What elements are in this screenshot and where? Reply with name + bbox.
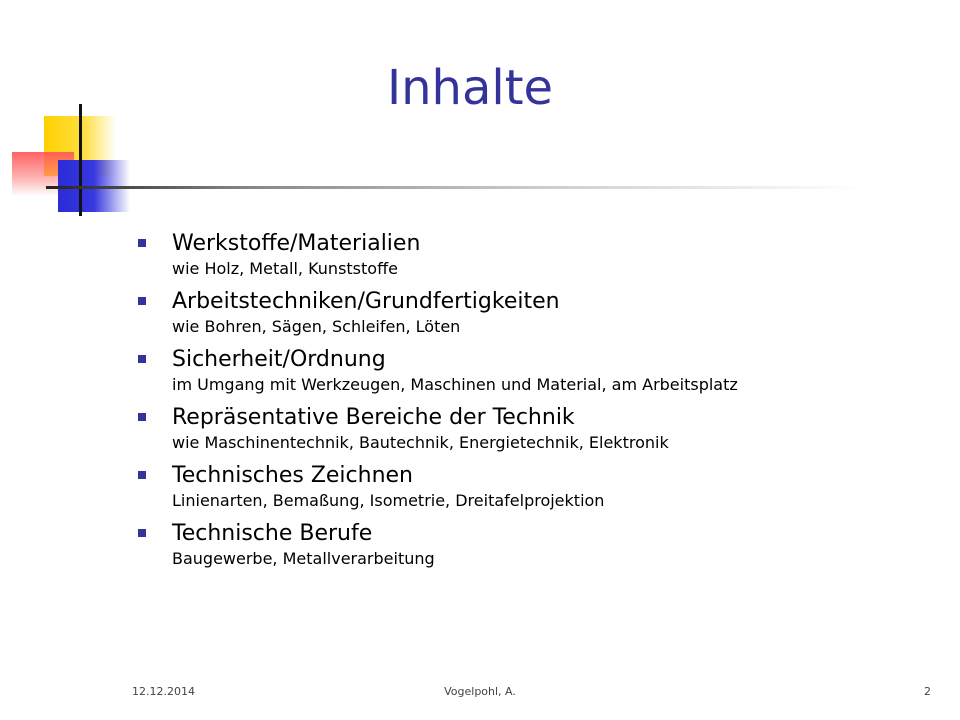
list-item: [136, 287, 936, 345]
list-item: [136, 403, 936, 461]
list-item-subtext: wie Bohren, Sägen, Schleifen, Löten: [172, 317, 461, 336]
list-item-subtext: Linienarten, Bemaßung, Isometrie, Dreitafelprojektion: [172, 491, 605, 510]
square-bullet-icon: [138, 355, 146, 363]
list-item-subtext: im Umgang mit Werkzeugen, Maschinen und Material, am Arbeitsplatz: [172, 375, 738, 394]
list-item-heading: Repräsentative Bereiche der Technik: [172, 405, 575, 430]
list-item-subtext: wie Maschinentechnik, Bautechnik, Energietechnik, Elektronik: [172, 433, 669, 452]
list-item-subtext: wie Holz, Metall, Kunststoffe: [172, 259, 398, 278]
list-item-heading: Sicherheit/Ordnung: [172, 347, 386, 372]
list-item-heading: Technische Berufe: [172, 521, 373, 546]
list-item: [136, 461, 936, 519]
bullet-list: [136, 229, 936, 577]
square-bullet-icon: [138, 471, 146, 479]
footer-author: Vogelpohl, A.: [444, 685, 516, 698]
footer-date: 12.12.2014: [132, 685, 195, 698]
list-item: [136, 519, 936, 577]
footer-page-number: 2: [924, 685, 931, 698]
square-bullet-icon: [138, 413, 146, 421]
square-bullet-icon: [138, 297, 146, 305]
square-bullet-icon: [138, 239, 146, 247]
list-item: [136, 229, 936, 287]
list-item-heading: Werkstoffe/Materialien: [172, 231, 421, 256]
list-item-heading: Arbeitstechniken/Grundfertigkeiten: [172, 289, 560, 314]
list-item-subtext: Baugewerbe, Metallverarbeitung: [172, 549, 435, 568]
list-item-heading: Technisches Zeichnen: [172, 463, 414, 488]
slide-title: Inhalte: [386, 60, 554, 116]
vertical-rule-decoration: [79, 104, 82, 216]
list-item: [136, 345, 936, 403]
corner-decoration: [0, 0, 140, 230]
square-bullet-icon: [138, 529, 146, 537]
title-underline-rule: [46, 186, 866, 189]
